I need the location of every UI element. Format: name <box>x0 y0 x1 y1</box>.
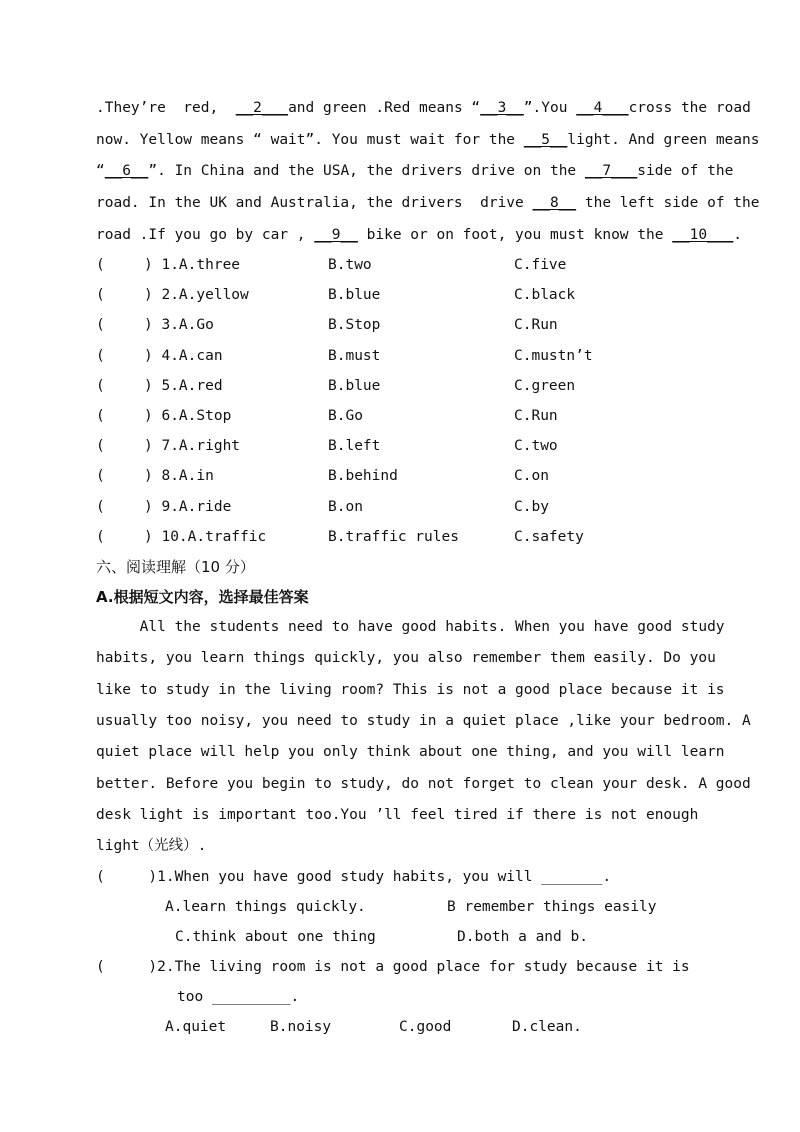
q1-option-c: C.think about one thing <box>175 929 376 945</box>
blank-5: __5__ <box>523 132 568 148</box>
blank-2: __2___ <box>235 100 289 116</box>
option-a: ) 7.A.right <box>144 438 241 455</box>
option-b: B.two <box>328 257 372 273</box>
cloze-question-row <box>96 435 716 457</box>
text: “ <box>96 163 105 179</box>
passage-line: usually too noisy, you need to study in a quiet place ,like your bedroom. A <box>96 712 751 729</box>
cloze-line-4 <box>96 193 759 213</box>
cloze-line-1 <box>96 98 751 118</box>
reading-question-2: ( )2.The living room is not a good place for study because it is <box>96 959 690 975</box>
passage-line: desk light is important too.You ’ll feel tired if there is not enough <box>96 806 699 823</box>
q2-option-d: D.clean. <box>512 1019 582 1035</box>
option-a: ) 9.A.ride <box>144 498 232 515</box>
text: ”.You <box>523 100 577 116</box>
option-b: B.blue <box>328 287 381 304</box>
q1-option-a: A.learn things quickly. <box>165 899 366 915</box>
cloze-question-row <box>96 254 716 276</box>
text: light. And green means <box>567 132 760 148</box>
cloze-question-row <box>96 465 716 487</box>
reading-question-1: ( )1.When you have good study habits, you will _______. <box>96 869 612 885</box>
option-c: C.on <box>514 468 549 485</box>
option-a: ) 4.A.can <box>144 347 223 364</box>
blank-9: __9__ <box>314 227 358 243</box>
q1-option-d: D.both a and b. <box>457 929 588 945</box>
option-b: B.Go <box>328 408 363 424</box>
blank-10: __10___ <box>672 227 734 243</box>
option-b: B.traffic rules <box>328 528 459 545</box>
option-b: B.left <box>328 438 381 455</box>
option-c: C.black <box>514 287 576 304</box>
text: side of the <box>637 163 734 179</box>
answer-paren[interactable]: ( <box>96 317 105 334</box>
text: . <box>733 227 743 243</box>
blank-6: __6__ <box>104 163 149 179</box>
option-a: ) 8.A.in <box>144 468 214 485</box>
passage-line: light（光线）. <box>96 838 207 855</box>
text: .They’re red, <box>96 100 236 116</box>
option-a: ) 3.A.Go <box>144 317 214 334</box>
option-a: ) 2.A.yellow <box>144 287 249 304</box>
option-a: ) 10.A.traffic <box>144 528 267 545</box>
option-c: C.mustn’t <box>514 347 593 364</box>
blank-4: __4___ <box>576 100 629 116</box>
cloze-question-row <box>96 345 716 367</box>
option-c: C.safety <box>514 528 584 545</box>
answer-paren[interactable]: ( <box>96 468 105 485</box>
q2-option-b: B.noisy <box>270 1019 332 1035</box>
option-b: B.on <box>328 498 363 515</box>
q2-option-c: C.good <box>399 1019 452 1035</box>
text: now. Yellow means “ wait”. You must wait for the <box>96 132 524 148</box>
option-a: ) 5.A.red <box>144 377 223 394</box>
answer-paren[interactable]: ( <box>96 528 105 545</box>
passage-line: quiet place will help you only think about one thing, and you will learn <box>96 744 725 761</box>
passage-line: better. Before you begin to study, do not forget to clean your desk. A good <box>96 775 751 792</box>
option-c: C.by <box>514 498 549 515</box>
option-a: ) 6.A.Stop <box>144 408 232 424</box>
answer-paren[interactable]: ( <box>96 438 105 455</box>
passage-line: All the students need to have good habits. When you have good study <box>96 619 725 635</box>
text: bike or on foot, you must know the <box>357 227 673 243</box>
q1-option-b: B remember things easily <box>447 899 657 915</box>
option-c: C.five <box>514 257 567 273</box>
cloze-line-3 <box>96 161 733 181</box>
option-b: B.blue <box>328 377 381 394</box>
passage-line: like to study in the living room? This is not a good place because it is <box>96 681 725 698</box>
answer-paren[interactable]: ( <box>96 408 105 424</box>
option-c: C.Run <box>514 408 558 424</box>
cloze-question-row <box>96 314 716 336</box>
cloze-question-row <box>96 526 716 548</box>
option-a: ) 1.A.three <box>144 257 241 273</box>
section-subtitle: A.根据短文内容，选择最佳答案 <box>96 588 309 606</box>
cloze-question-row <box>96 496 716 518</box>
option-c: C.Run <box>514 317 558 334</box>
text: road .If you go by car , <box>96 227 315 243</box>
text: and green .Red means “ <box>288 100 481 116</box>
text: road. In the UK and Australia, the drivers drive <box>96 195 533 211</box>
cloze-question-row <box>96 375 716 397</box>
text: ”. In China and the USA, the drivers drive on the <box>148 163 585 179</box>
option-b: B.Stop <box>328 317 381 334</box>
answer-paren[interactable]: ( <box>96 287 105 304</box>
option-b: B.behind <box>328 468 398 485</box>
answer-paren[interactable]: ( <box>96 377 105 394</box>
cloze-line-5 <box>96 225 742 245</box>
cloze-question-row <box>96 405 716 427</box>
answer-paren[interactable]: ( <box>96 347 105 364</box>
option-c: C.green <box>514 377 576 394</box>
blank-3: __3__ <box>480 100 524 116</box>
blank-8: __8__ <box>532 195 577 211</box>
reading-question-2-cont: too _________. <box>177 989 300 1005</box>
text: the left side of the <box>576 195 760 211</box>
answer-paren[interactable]: ( <box>96 257 105 273</box>
q2-option-a: A.quiet <box>165 1019 227 1035</box>
answer-paren[interactable]: ( <box>96 498 105 515</box>
section-title: 六、阅读理解（10 分） <box>96 558 255 576</box>
option-b: B.must <box>328 347 381 364</box>
text: cross the road <box>628 100 751 116</box>
passage-line: habits, you learn things quickly, you also remember them easily. Do you <box>96 650 716 667</box>
option-c: C.two <box>514 438 558 455</box>
blank-7: __7___ <box>584 163 638 179</box>
cloze-line-2 <box>96 130 759 150</box>
cloze-question-row <box>96 284 716 306</box>
